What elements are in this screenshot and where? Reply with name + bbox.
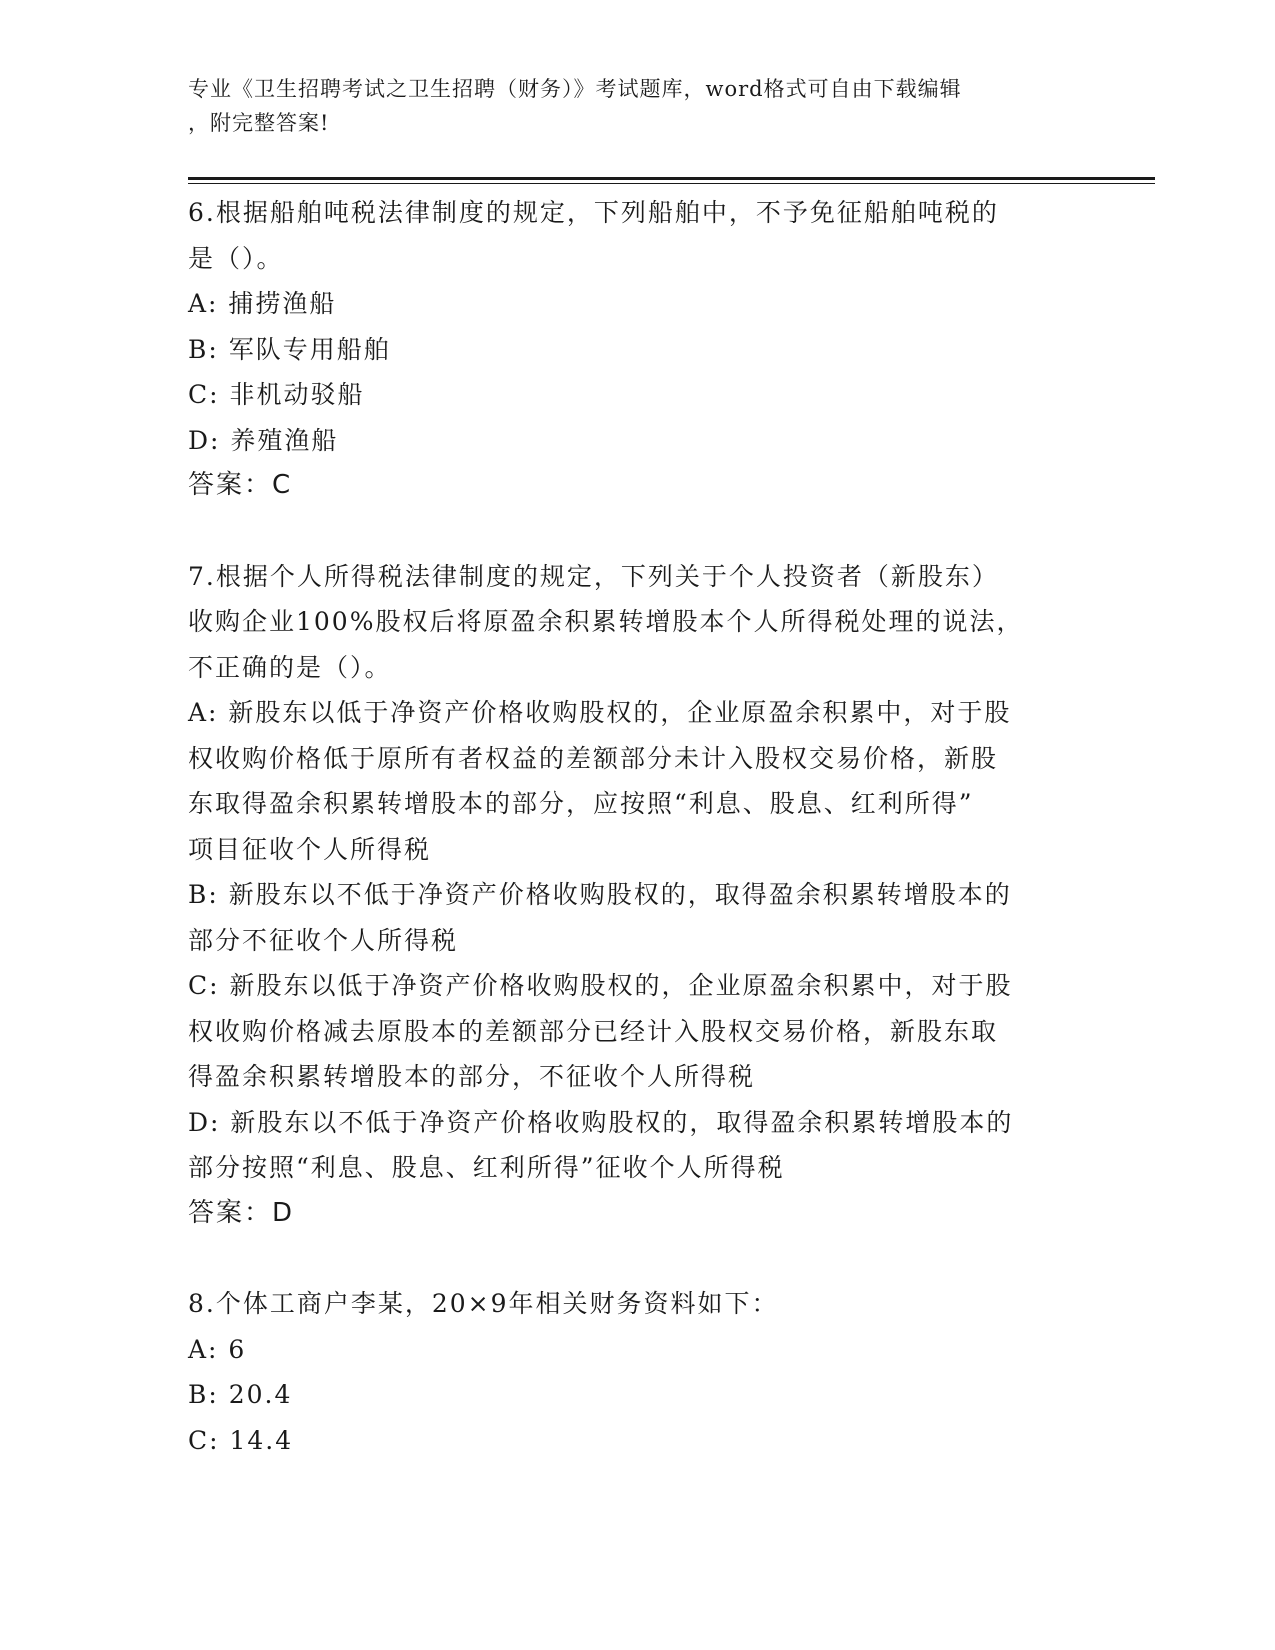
option-a: A: 新股东以低于净资产价格收购股权的，企业原盈余积累中，对于股 xyxy=(188,698,1012,727)
answer-label: 答案：C xyxy=(188,470,293,500)
option-b: B: 军队专用船舶 xyxy=(188,334,391,364)
question-stem: 7.根据个人所得税法律制度的规定，下列关于个人投资者（新股东） xyxy=(188,561,999,591)
option-a: 东取得盈余积累转增股本的部分，应按照“利息、股息、红利所得” xyxy=(188,789,974,818)
answer-label: 答案：D xyxy=(188,1197,295,1228)
option-b: B: 20.4 xyxy=(188,1380,293,1409)
option-c: 得盈余积累转增股本的部分，不征收个人所得税 xyxy=(188,1062,756,1091)
question-block xyxy=(188,1281,1088,1463)
option-d: D: 养殖渔船 xyxy=(188,425,339,455)
question-list xyxy=(188,190,1088,1463)
option-a: 项目征收个人所得税 xyxy=(188,834,432,864)
option-d: D: 新股东以不低于净资产价格收购股权的，取得盈余积累转增股本的 xyxy=(188,1107,1014,1137)
option-c: C: 新股东以低于净资产价格收购股权的，企业原盈余积累中，对于股 xyxy=(188,971,1013,1000)
question-stem: 8.个体工商户李某，20×9年相关财务资料如下： xyxy=(188,1289,779,1318)
header-divider-thick xyxy=(188,177,1155,180)
question-stem: 收购企业100%股权后将原盈余积累转增股本个人所得税处理的说法， xyxy=(188,607,1024,636)
option-a: A: 6 xyxy=(188,1334,247,1364)
option-c: 权收购价格减去原股本的差额部分已经计入股权交易价格，新股东取 xyxy=(188,1016,999,1046)
question-block xyxy=(188,190,1088,509)
question-block xyxy=(188,554,1088,1237)
option-d: 部分按照“利息、股息、红利所得”征收个人所得税 xyxy=(188,1153,785,1182)
spacer xyxy=(188,1236,1088,1281)
option-b: B: 新股东以不低于净资产价格收购股权的，取得盈余积累转增股本的 xyxy=(188,880,1012,909)
header-line-1: 专业《卫生招聘考试之卫生招聘（财务）》考试题库，word格式可自由下载编辑 xyxy=(188,77,962,101)
question-stem: 6.根据船舶吨税法律制度的规定，下列船舶中，不予免征船舶吨税的 xyxy=(188,198,999,227)
document-header xyxy=(188,72,1068,140)
option-a: 权收购价格低于原所有者权益的差额部分未计入股权交易价格，新股 xyxy=(188,743,999,773)
header-divider-thin xyxy=(188,183,1155,184)
header-line-2: ，附完整答案! xyxy=(188,111,330,135)
option-a: A: 捕捞渔船 xyxy=(188,289,337,318)
option-b: 部分不征收个人所得税 xyxy=(188,925,459,955)
question-stem: 是（）。 xyxy=(188,243,284,273)
option-c: C: 非机动驳船 xyxy=(188,380,365,409)
option-c: C: 14.4 xyxy=(188,1425,294,1455)
spacer xyxy=(188,509,1088,554)
question-stem: 不正确的是（）。 xyxy=(188,652,392,682)
